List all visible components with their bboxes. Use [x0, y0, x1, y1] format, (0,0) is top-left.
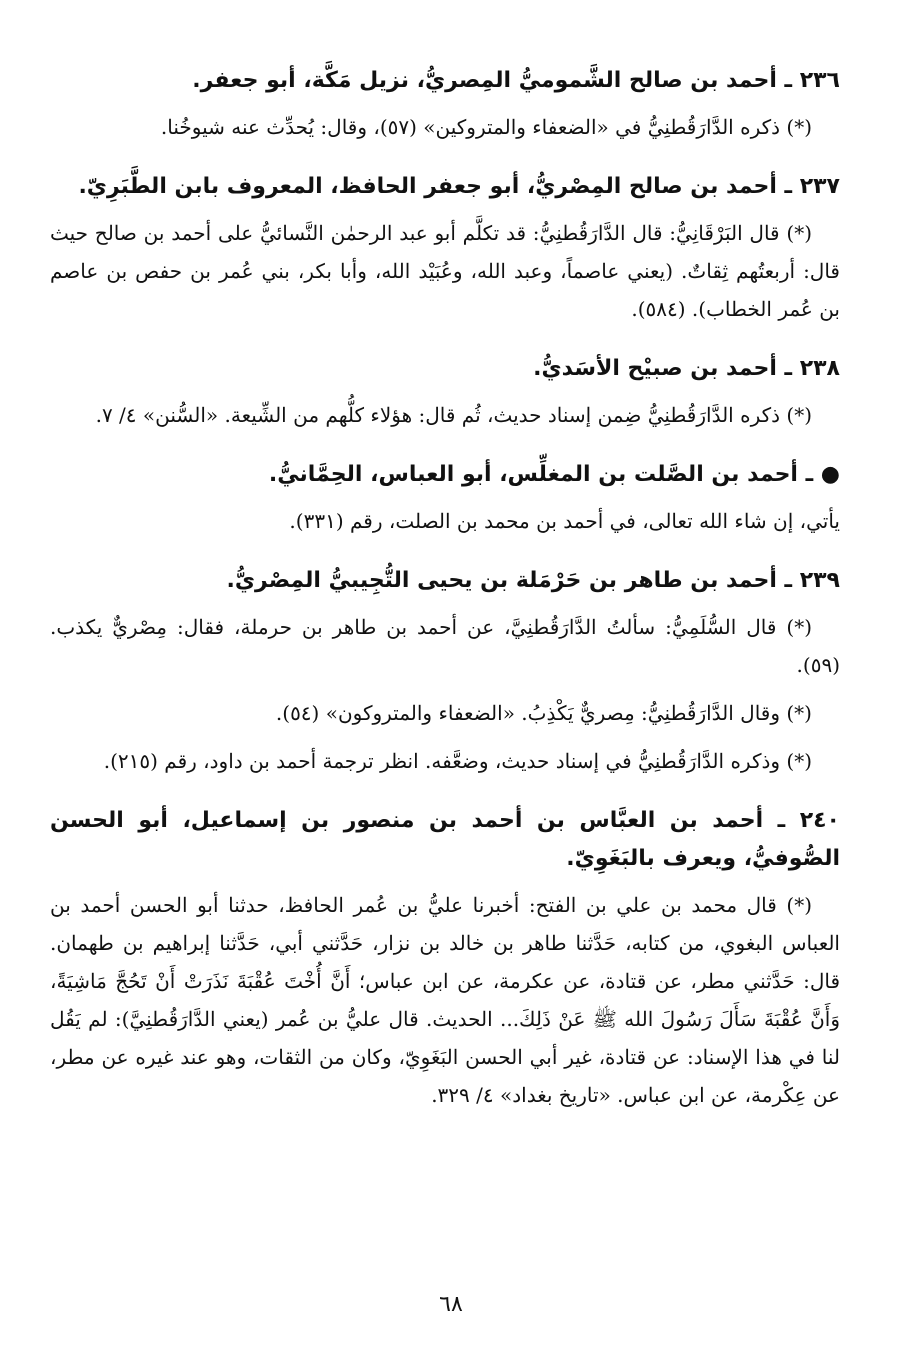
entry-heading: ٢٣٧ ـ أحمد بن صالح المِصْريُّ، أبو جعفر الحافظ، المعروف بابن الطَّبَرِيّ.: [78, 174, 840, 199]
entry-paragraph: (*) وذكره الدَّارَقُطنِيُّ في إسناد حديث، وضعَّفه. انظر ترجمة أحمد بن داود، رقم (٢١٥).: [103, 749, 812, 773]
page-body: [50, 62, 840, 1124]
entry-heading: ٢٣٦ ـ أحمد بن صالح الشَّموميُّ المِصريُّ، نزيل مَكَّة، أبو جعفر.: [192, 68, 840, 93]
spacer: [50, 790, 840, 802]
entry-paragraph: (*) وقال الدَّارَقُطنِيُّ: مِصريٌّ يَكْذِبُ. «الضعفاء والمتروكون» (٥٤).: [275, 701, 812, 725]
entry-paragraph: (*) قال السُّلَمِيُّ: سألتُ الدَّارَقُطنِيَّ، عن أحمد بن طاهر بن حرملة، فقال: مِصْريٌّ يكذب. (٥٩).: [50, 615, 840, 677]
spacer: [50, 444, 840, 456]
entry-heading: ٢٣٨ ـ أحمد بن صبيْح الأسَديُّ.: [533, 356, 840, 381]
entry-paragraph: (*) ذكره الدَّارَقُطنِيُّ ضِمن إسناد حديث، ثُم قال: هؤلاء كلُّهم من الشِّيعة. «السُّنن» ٤/ ٧.: [95, 403, 812, 427]
entry-paragraph: (*) قال البَرْقَانِيُّ: قال الدَّارَقُطنِيُّ: قد تكلَّم أبو عبد الرحمٰن النَّسائيُّ على أحمد بن صالح حيث قال: أربعتُهم ثِقاتٌ. (يعني عاصماً، وعبد الله، وعُبَيْد الله، وأبا بكر، بني عُمر بن حفص بن عاصم بن عُمر الخطاب). (٥٨٤).: [50, 221, 840, 321]
spacer: [50, 156, 840, 168]
spacer: [50, 550, 840, 562]
entry-heading: ٢٣٩ ـ أحمد بن طاهر بن حَرْمَلة بن يحيى التُّجِيبيُّ المِصْريُّ.: [226, 568, 840, 593]
page-number: ٦٨: [439, 1292, 463, 1317]
entry-paragraph: (*) قال محمد بن علي بن الفتح: أخبرنا عليُّ بن عُمر الحافظ، حدثنا أبو الحسن أحمد بن العباس البغوي، من كتابه، حَدَّثنا طاهر بن خالد بن نزار، حَدَّثني أبي، حَدَّثنا إبراهيم بن طهمان. قال: حَدَّثني مطر، عن قتادة، عن عكرمة، عن ابن عباس؛ أَنَّ أُخْتَ عُقْبَةَ نَذَرَتْ أَنْ تَحُجَّ مَاشِيَةً، وَأَنَّ عُقْبَةَ سَأَلَ رَسُولَ الله ﷺ عَنْ ذَلِكَ... الحديث. قال عليُّ بن عُمر (يعني الدَّارَقُطنِيَّ): لم يَقُل لنا في هذا الإسناد: عن قتادة، غير أبي الحسن البَغَوِيّ، وكان من الثقات، وهو عند غيره عن مطر، عن عِكْرمة، عن ابن عباس. «تاريخ بغداد» ٤/ ٣٢٩.: [50, 893, 840, 1107]
entry-paragraph: يأتي، إن شاء الله تعالى، في أحمد بن محمد بن الصلت، رقم (٣٣١).: [289, 509, 840, 533]
spacer: [50, 338, 840, 350]
entry-heading: ● ـ أحمد بن الصَّلت بن المغلِّس، أبو العباس، الحِمَّانيُّ.: [268, 462, 840, 487]
entry-heading: ٢٤٠ ـ أحمد بن العبَّاس بن أحمد بن منصور بن إسماعيل، أبو الحسن الصُّوفيُّ، ويعرف بالبَغَوِيّ.: [50, 808, 840, 871]
entry-paragraph: (*) ذكره الدَّارَقُطنِيُّ في «الضعفاء والمتروكين» (٥٧)، وقال: يُحدِّث عنه شيوخُنا.: [160, 115, 812, 139]
